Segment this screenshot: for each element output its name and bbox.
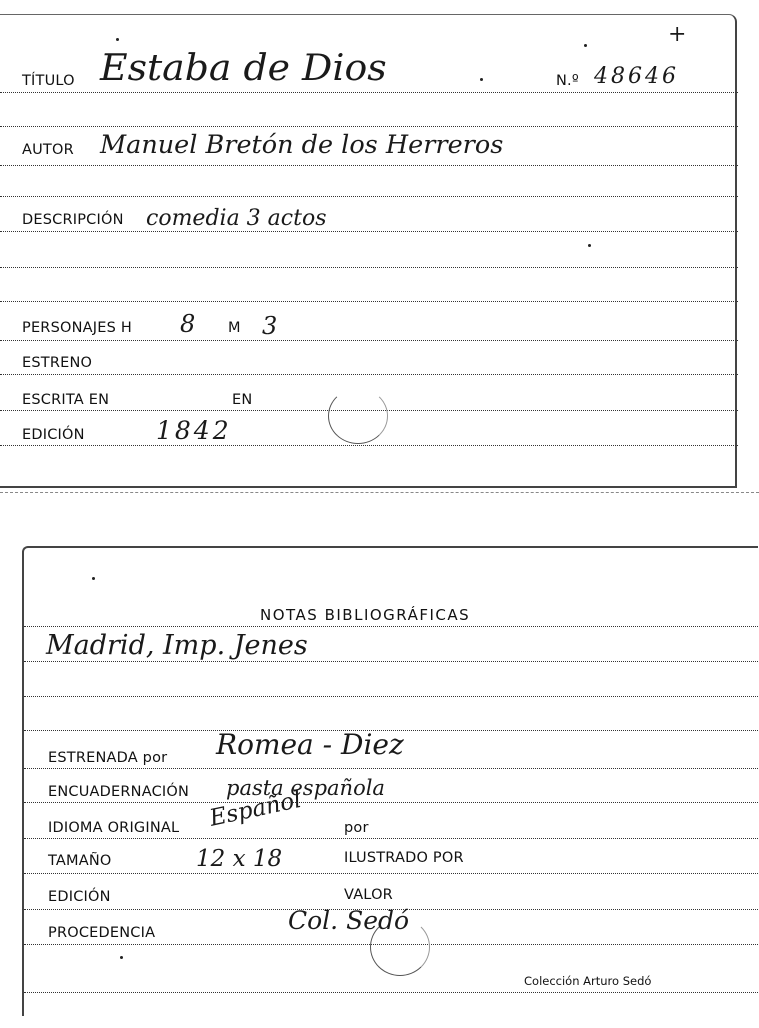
- speck: [120, 956, 123, 959]
- descripcion-rule: [0, 231, 738, 232]
- titulo-label: TÍTULO: [22, 73, 75, 89]
- tamano-value: 12 x 18: [196, 846, 283, 872]
- idioma-rule: [24, 838, 758, 839]
- descripcion-value: comedia 3 actos: [146, 206, 327, 231]
- tamano-rule: [24, 873, 758, 874]
- escrita-label: ESCRITA EN: [22, 392, 110, 408]
- idioma-value: Español: [207, 786, 304, 832]
- speck: [588, 244, 591, 247]
- bottom-rule: [24, 992, 758, 993]
- edicion-value: 1842: [156, 416, 232, 445]
- blank-rule-1: [0, 126, 738, 127]
- estreno-label: ESTRENO: [22, 355, 93, 371]
- autor-label: AUTOR: [22, 142, 74, 158]
- personajes-h-value: 8: [180, 310, 196, 338]
- notas-title: NOTAS BIBLIOGRÁFICAS: [260, 606, 471, 624]
- speck: [584, 44, 587, 47]
- estrenada-rule: [24, 768, 758, 769]
- autor-value: Manuel Bretón de los Herreros: [100, 130, 504, 159]
- idioma-label: IDIOMA ORIGINAL: [48, 820, 180, 836]
- tamano-label: TAMAÑO: [48, 853, 112, 869]
- speck: [116, 38, 119, 41]
- numero-label: N.º: [556, 73, 579, 89]
- corner-mark: +: [668, 22, 687, 47]
- notas-line-2: [24, 696, 758, 697]
- edicion2-label: EDICIÓN: [48, 889, 111, 905]
- procedencia-value: Col. Sedó: [288, 906, 410, 935]
- personajes-m-label: M: [228, 320, 241, 336]
- notas-line-1: [24, 661, 758, 662]
- personajes-label: PERSONAJES H: [22, 320, 132, 336]
- personajes-rule: [0, 340, 738, 341]
- coleccion-label: Colección Arturo Sedó: [524, 974, 652, 988]
- estrenada-value: Romea - Diez: [216, 728, 404, 761]
- encuadernacion-value: pasta española: [226, 776, 385, 800]
- stamp-circle-2: [370, 918, 430, 976]
- en-label: EN: [232, 392, 253, 408]
- edicion-label: EDICIÓN: [22, 427, 85, 443]
- blank-rule-2: [0, 196, 738, 197]
- estreno-rule: [0, 374, 738, 375]
- edicion-rule: [0, 445, 738, 446]
- speck: [480, 78, 483, 81]
- por-label: por: [344, 820, 369, 836]
- procedencia-label: PROCEDENCIA: [48, 925, 156, 941]
- titulo-rule: [0, 92, 738, 93]
- notas-rule: [24, 626, 758, 627]
- descripcion-label: DESCRIPCIÓN: [22, 212, 124, 228]
- titulo-value: Estaba de Dios: [100, 48, 387, 89]
- encuadernacion-label: ENCUADERNACIÓN: [48, 784, 190, 800]
- encuadernacion-rule: [24, 802, 758, 803]
- blank-rule-4: [0, 301, 738, 302]
- speck: [92, 577, 95, 580]
- blank-rule-3: [0, 267, 738, 268]
- card-separator: [0, 492, 759, 493]
- numero-value: 48646: [594, 64, 679, 89]
- valor-label: VALOR: [344, 887, 393, 903]
- personajes-m-value: 3: [262, 312, 278, 340]
- autor-rule: [0, 165, 738, 166]
- notas-value: Madrid, Imp. Jenes: [46, 630, 308, 661]
- estrenada-label: ESTRENADA por: [48, 750, 168, 766]
- stamp-circle-1: [328, 388, 388, 444]
- ilustrado-label: ILUSTRADO POR: [344, 850, 464, 866]
